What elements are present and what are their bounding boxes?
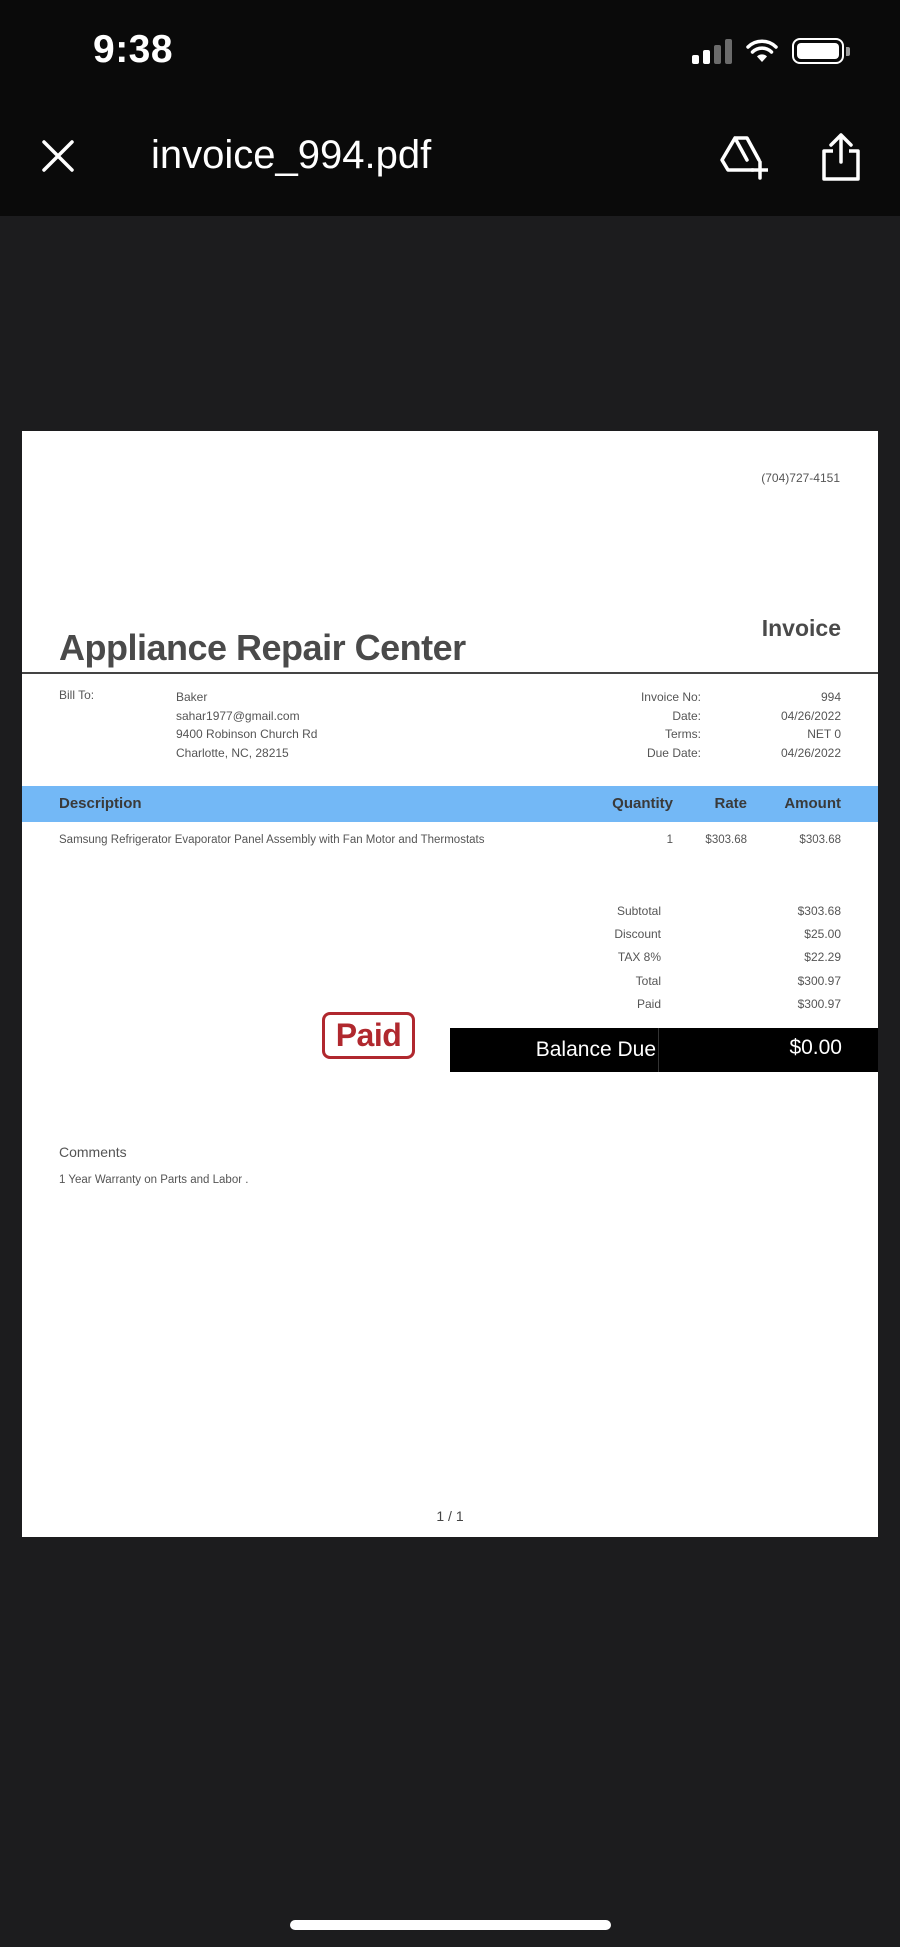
close-icon: [38, 136, 78, 176]
discount-value: $25.00: [804, 927, 841, 942]
cellular-signal-icon: [692, 38, 732, 64]
customer-city: Charlotte, NC, 28215: [176, 746, 289, 761]
balance-due-label: Balance Due: [535, 1038, 656, 1061]
battery-icon: [792, 38, 844, 64]
add-to-drive-icon: [718, 134, 768, 180]
customer-name: Baker: [176, 690, 208, 704]
due-date-value: 04/26/2022: [780, 746, 841, 761]
company-name: Appliance Repair Center: [59, 627, 466, 668]
items-table-header: [22, 786, 878, 822]
balance-divider: [658, 1028, 659, 1072]
item-quantity: 1: [666, 834, 673, 846]
invoice-no-label: Invoice No:: [640, 690, 701, 704]
balance-due-bar: [450, 1028, 878, 1072]
paid-label: Paid: [636, 996, 661, 1011]
discount-label: Discount: [614, 927, 661, 942]
invoice-no-value: 994: [820, 690, 841, 704]
status-icons: [692, 36, 844, 66]
totals-block: [541, 900, 841, 1016]
share-icon: [820, 132, 862, 182]
paid-value: $300.97: [797, 996, 841, 1011]
due-date-label: Due Date:: [646, 746, 701, 761]
column-header-rate: Rate: [714, 795, 747, 812]
total-value: $300.97: [797, 973, 841, 988]
customer-email: sahar1977@gmail.com: [176, 708, 300, 723]
pdf-page: [22, 431, 878, 1537]
bill-to-address: [176, 688, 317, 763]
terms-label: Terms:: [665, 727, 701, 742]
document-title: invoice_994.pdf: [151, 133, 432, 177]
home-indicator[interactable]: [290, 1920, 611, 1930]
comments-heading: Comments: [59, 1144, 127, 1160]
date-value: 04/26/2022: [780, 708, 841, 723]
tax-value: $22.29: [804, 950, 841, 965]
column-header-quantity: Quantity: [612, 795, 673, 812]
add-to-drive-button[interactable]: [718, 134, 768, 180]
column-header-amount: Amount: [784, 795, 841, 812]
close-button[interactable]: [38, 136, 78, 176]
comments-text: 1 Year Warranty on Parts and Labor .: [59, 1174, 249, 1186]
item-description: Samsung Refrigerator Evaporator Panel Assembly with Fan Motor and Thermostats: [59, 834, 485, 846]
item-amount: $303.68: [799, 834, 841, 846]
tax-label: TAX 8%: [617, 950, 661, 965]
date-label: Date:: [672, 708, 701, 723]
page-number: 1 / 1: [436, 1508, 464, 1524]
terms-value: NET 0: [807, 727, 841, 742]
total-label: Total: [635, 973, 661, 988]
share-button[interactable]: [820, 132, 862, 182]
top-bar: [0, 0, 900, 216]
customer-street: 9400 Robinson Church Rd: [176, 727, 318, 742]
bill-to-label: Bill To:: [59, 688, 95, 702]
subtotal-label: Subtotal: [616, 904, 661, 918]
header-divider: [22, 672, 878, 674]
invoice-meta: [581, 688, 841, 763]
wifi-icon: [746, 38, 778, 64]
paid-stamp: Paid: [322, 1012, 415, 1059]
invoice-heading: Invoice: [761, 615, 841, 641]
subtotal-value: $303.68: [797, 904, 841, 918]
company-phone: (704)727-4151: [761, 471, 840, 485]
balance-due-value: $0.00: [789, 1036, 842, 1059]
item-rate: $303.68: [705, 834, 747, 846]
status-time: 9:38: [93, 28, 174, 71]
column-header-description: Description: [59, 795, 142, 812]
